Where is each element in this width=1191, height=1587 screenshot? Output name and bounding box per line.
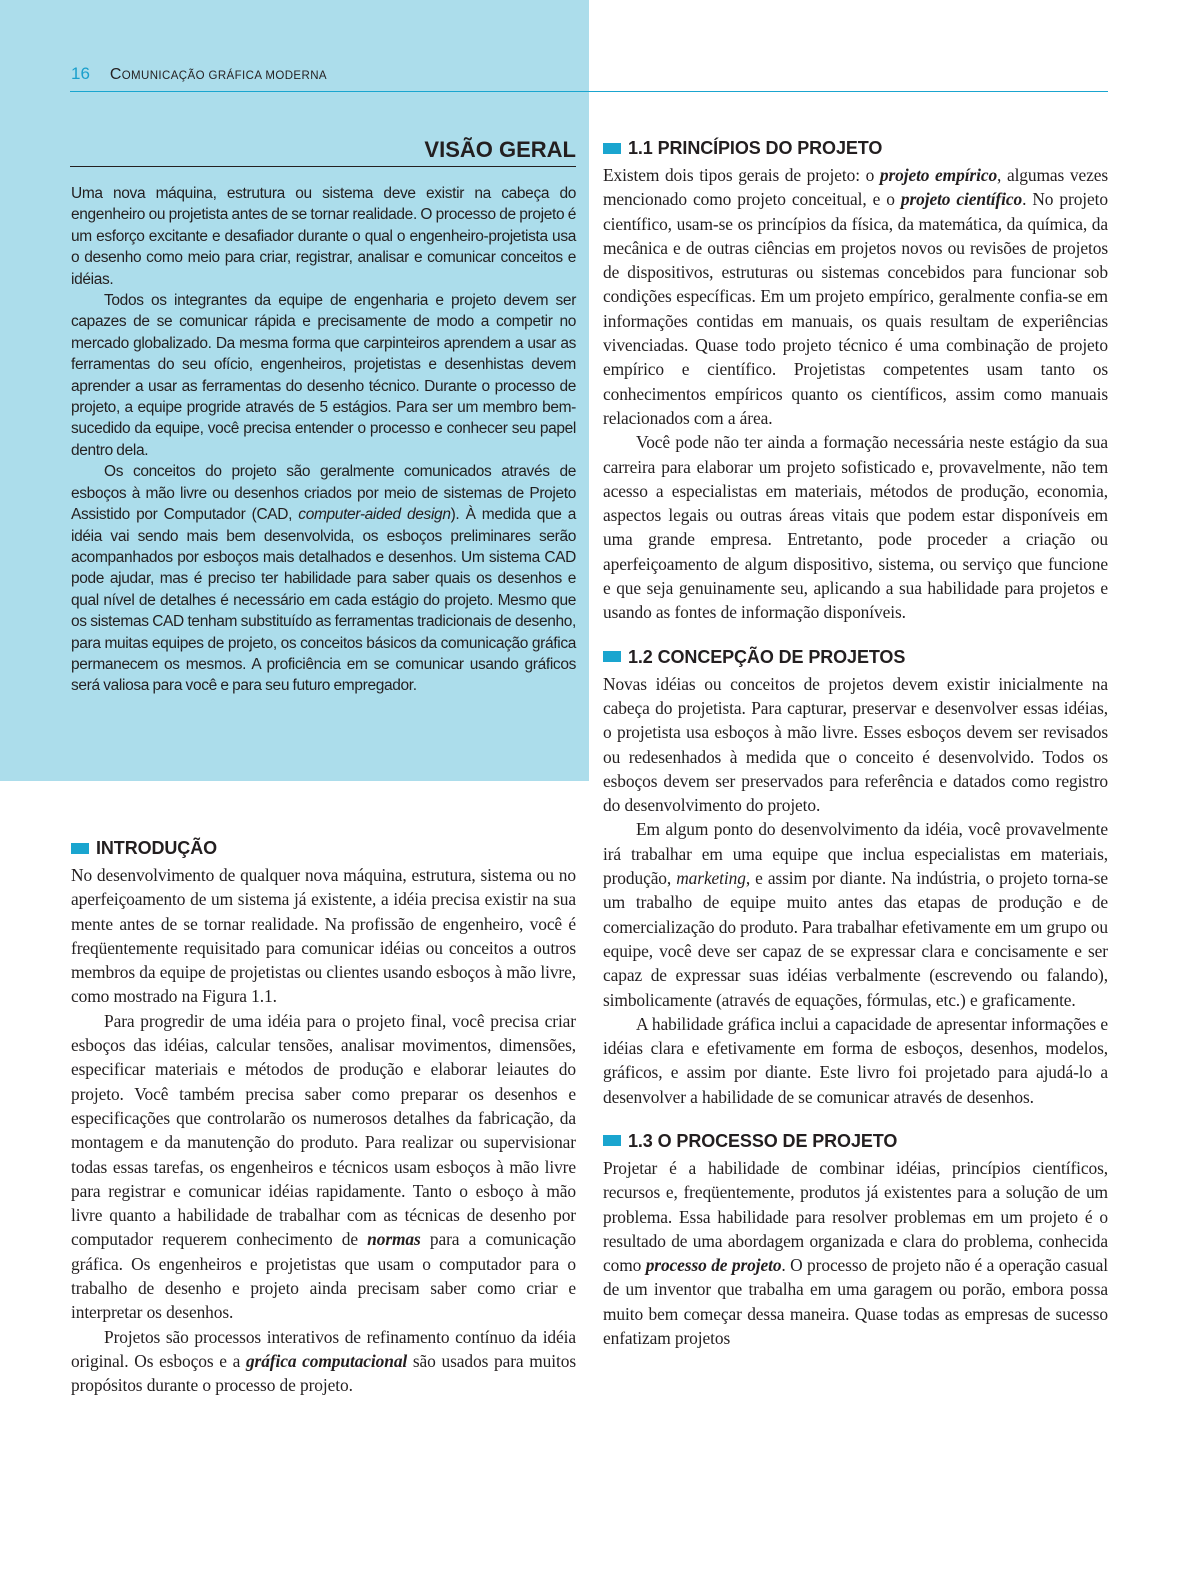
- page-number: 16: [71, 64, 90, 83]
- text-run: , algumas vezes mencionado como projeto conceitual, e o: [603, 165, 1108, 210]
- section-marker-icon: [71, 843, 89, 854]
- bold-italic-term: normas: [367, 1229, 421, 1250]
- body-paragraph: [603, 817, 1108, 1011]
- section-title: 1.3 O PROCESSO DE PROJETO: [628, 1130, 898, 1151]
- overview-text: [71, 183, 576, 697]
- overview-paragraph: Todos os integrantes da equipe de engenharia e projeto devem ser capazes de se comunicar rápida e precisamente de modo a competir no mercado globalizado. Da mesma forma que carpinteiros aprendem a usar as ferramentas do seu ofício, engenheiros, projetistas e desenhistas devem aprender a usar as ferramentas do desenho técnico. Durante o processo de projeto, a equipe progride através de 5 estágios. Para ser um membro bem-sucedido da equipe, você precisa entender o processo e conhecer seu papel dentro dela.: [71, 292, 576, 459]
- section-marker-icon: [603, 1135, 621, 1146]
- section-marker-icon: [603, 651, 621, 662]
- overview-paragraph: [71, 461, 576, 696]
- body-paragraph: [71, 1325, 576, 1398]
- book-title: [110, 66, 327, 83]
- section-title: 1.1 PRINCÍPIOS DO PROJETO: [628, 138, 883, 158]
- section-heading: [603, 645, 1108, 669]
- text-run: Em algum ponto do desenvolvimento da idéia, você provavelmente irá trabalhar em uma equipe que inclua especialistas em materiais, produção,: [603, 819, 1108, 889]
- bold-italic-term: projeto científico: [900, 189, 1023, 210]
- section-title: INTRODUÇÃO: [96, 838, 217, 858]
- text-run: . No projeto científico, usam-se os princípios da física, da matemática, da química, da mecânica e de outras ciências em projetos novos ou revisões de projetos de dispositivos, estruturas ou sistemas concebidos para funcionar sob condições específicas. Em um projeto empírico, geralmente confia-se em informações contidas em manuais, os quais resultam de experiências vivenciadas. Quase todo projeto técnico é uma combinação de projeto empírico e científico. Projetistas competentes usam tanto os conhecimentos empíricos quanto os científicos, assim como manuais relacionados com a área.: [603, 189, 1108, 428]
- overview-title: VISÃO GERAL: [70, 136, 576, 167]
- header-rule: [70, 91, 1108, 92]
- bold-italic-term: gráfica computacional: [245, 1350, 408, 1371]
- body-paragraph: [603, 1156, 1108, 1350]
- body-paragraph: Novas idéias ou conceitos de projetos devem existir inicialmente na cabeça do projetista. Para capturar, preservar e desenvolver essas idéias, o projetista usa esboços à mão livre. Esses esboços devem ser revisados ou redesenhados à medida que o conceito é desenvolvido. Todos os esboços devem ser preservados para referência e datados como registro do desenvolvimento do projeto.: [603, 673, 1108, 816]
- section-heading: [603, 1129, 1108, 1153]
- section-gap: [603, 1109, 1108, 1129]
- text-run: Projetos são processos interativos de refinamento contínuo da idéia original. Os esboços e a: [71, 1326, 576, 1371]
- text-run: Para progredir de uma idéia para o projeto final, você precisa criar esboços das idéias, calcular tensões, analisar movimentos, dimensões, especificar materiais e métodos de produção e elaborar leiautes do projeto. Você também precisa saber como preparar os desenhos e especificações que controlarão os numerosos detalhes da fabricação, da montagem e da manutenção do produto. Para realizar ou supervisionar todas essas tarefas, os engenheiros e técnicos usam esboços à mão livre para registrar e comunicar idéias rapidamente. Tanto o esboço à mão livre quanto a habilidade de trabalhar com as técnicas de desenho por computador requerem conhecimento de: [71, 1010, 576, 1250]
- text-run: Os conceitos do projeto são geralmente comunicados através de esboços à mão livre ou desenhos criados por meio de sistemas de Projeto Assistido por Computador (CAD,: [71, 463, 576, 524]
- italic-term: computer-aided design: [298, 506, 451, 524]
- running-header: [71, 64, 327, 86]
- section-heading: [71, 836, 576, 860]
- book-title-initial: C: [109, 66, 122, 83]
- section-title: 1.2 CONCEPÇÃO DE PROJETOS: [628, 646, 906, 667]
- body-paragraph: [71, 1009, 576, 1325]
- text-run: Projetar é a habilidade de combinar idéias, princípios científicos, recursos e, freqüentemente, produtos já existentes para a solução de um problema. Essa habilidade para resolver problemas em um projeto é o resultado de uma abordagem organizada e clara do problema, conhecida como: [603, 1157, 1108, 1276]
- book-title-rest: OMUNICAÇÃO GRÁFICA MODERNA: [121, 70, 327, 82]
- italic-term: marketing: [676, 868, 746, 889]
- section-gap: [603, 625, 1108, 645]
- overview-paragraph: Uma nova máquina, estrutura ou sistema deve existir na cabeça do engenheiro ou projetista antes de se tornar realidade. O processo de projeto é um esforço excitante e desafiador durante o qual o engenheiro-projetista usa o desenho como meio para criar, registrar, analisar e comunicar conceitos e idéias.: [71, 185, 576, 288]
- bold-italic-term: processo de projeto: [645, 1255, 782, 1276]
- text-run: . O processo de projeto não é a operação casual de um inventor que trabalha em uma garagem ou porão, embora possa muito bem começar dessa maneira. Quase todas as empresas de sucesso enfatizam projetos: [603, 1255, 1108, 1349]
- body-paragraph: A habilidade gráfica inclui a capacidade de apresentar informações e idéias clara e efetivamente em forma de esboços, desenhos, modelos, gráficos, e assim por diante. Este livro foi projetado para ajudá-lo a desenvolver a habilidade de se comunicar através de desenhos.: [603, 1013, 1108, 1107]
- section-marker-icon: [603, 143, 621, 154]
- body-paragraph: No desenvolvimento de qualquer nova máquina, estrutura, sistema ou no aperfeiçoamento de um sistema já existente, a idéia precisa existir na sua mente antes de se tornar realidade. Na profissão de engenheiro, você é freqüentemente requisitado para comunicar idéias ou conceitos a outros membros da equipe de projetistas ou clientes usando esboços à mão livre, como mostrado na Figura 1.1.: [71, 865, 576, 1007]
- text-run: Existem dois tipos gerais de projeto: o: [603, 165, 880, 185]
- bold-italic-term: projeto empírico: [879, 165, 998, 185]
- body-paragraph: Você pode não ter ainda a formação necessária neste estágio da sua carreira para elaborar um projeto sofisticado e, provavelmente, não tem acesso a especialistas em materiais, métodos de produção, economia, aspectos legais ou outras áreas vitais que podem estar disponíveis em uma grande empresa. Entretanto, pode proceder a criação ou aperfeiçoamento de algum dispositivo, sistema, ou serviço que funcione e que seja genuinamente seu, aplicando a sua habilidade para projetos e usando as fontes de informação disponíveis.: [603, 432, 1108, 623]
- section-heading: [603, 136, 1108, 160]
- text-run: , e assim por diante. Na indústria, o projeto torna-se um trabalho de equipe muito antes das etapas de produção e de comercialização do produto. Para trabalhar efetivamente em um grupo ou equipe, você deve ser capaz de se expressar clara e concisamente e ser capaz de expressar suas idéias verbalmente (escrevendo ou falando), simbolicamente (através de equações, fórmulas, etc.) e graficamente.: [603, 868, 1108, 1010]
- right-column: [603, 136, 1108, 1350]
- left-column: [71, 836, 576, 1398]
- text-run: para a comunicação gráfica. Os engenheiros e projetistas que usam o computador para o trabalho de desenho e projeto ainda precisam saber como criar e interpretar os desenhos.: [71, 1229, 576, 1323]
- body-paragraph: [603, 163, 1108, 430]
- text-run: são usados para muitos propósitos durante o processo de projeto.: [71, 1350, 576, 1396]
- text-run: ). À medida que a idéia vai sendo mais bem desenvolvida, os esboços preliminares serão acompanhados por esboços mais detalhados e desenhos. Um sistema CAD pode ajudar, mas é preciso ter habilidade para saber quais os desenhos e qual nível de detalhes é necessário em cada estágio do projeto. Mesmo que os sistemas CAD tenham substituído as ferramentas tradicionais de desenho, para muitas equipes de projeto, os conceitos básicos da comunicação gráfica permanecem os mesmos. A proficiência em se comunicar usando gráficos será valiosa para você e para seu futuro empregador.: [71, 506, 577, 695]
